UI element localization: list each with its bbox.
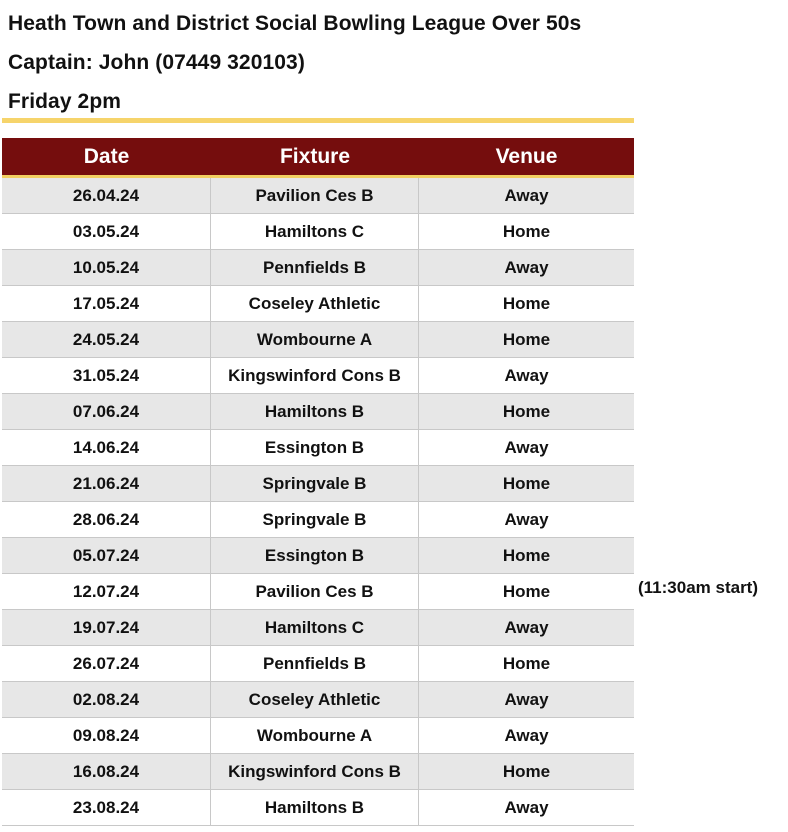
venue-cell: Home xyxy=(502,329,551,349)
fixture-cell: Pennfields B xyxy=(211,646,419,681)
fixture-cell: Hamiltons C xyxy=(211,214,419,249)
table-row xyxy=(2,754,634,790)
league-title: Heath Town and District Social Bowling League Over 50s xyxy=(8,12,582,35)
fixture-cell: Kingswinford Cons B xyxy=(211,358,419,393)
table-row xyxy=(2,682,634,718)
date-cell: 23.08.24 xyxy=(2,790,211,825)
date-cell: 12.07.24 xyxy=(2,574,211,609)
table-row xyxy=(2,430,634,466)
table-row xyxy=(2,214,634,250)
table-row xyxy=(2,646,634,682)
fixture-cell: Hamiltons B xyxy=(211,394,419,429)
table-row xyxy=(2,466,634,502)
venue-cell: Home xyxy=(502,761,551,781)
venue-cell: Home xyxy=(502,293,551,313)
date-cell: 26.04.24 xyxy=(2,178,211,213)
date-cell: 07.06.24 xyxy=(2,394,211,429)
fixture-cell: Coseley Athletic xyxy=(211,682,419,717)
venue-cell: Away xyxy=(504,437,549,457)
fixture-cell: Kingswinford Cons B xyxy=(211,754,419,789)
fixtures-table xyxy=(2,138,634,826)
table-row xyxy=(2,610,634,646)
fixture-cell: Hamiltons C xyxy=(211,610,419,645)
date-cell: 19.07.24 xyxy=(2,610,211,645)
fixture-cell: Essington B xyxy=(211,538,419,573)
date-cell: 14.06.24 xyxy=(2,430,211,465)
document-header xyxy=(8,4,648,121)
date-cell: 26.07.24 xyxy=(2,646,211,681)
venue-cell: Home xyxy=(502,473,551,493)
date-cell: 05.07.24 xyxy=(2,538,211,573)
date-cell: 21.06.24 xyxy=(2,466,211,501)
date-cell: 31.05.24 xyxy=(2,358,211,393)
captain-contact: Captain: John (07449 320103) xyxy=(8,51,305,74)
date-cell: 16.08.24 xyxy=(2,754,211,789)
venue-cell: Home xyxy=(502,545,551,565)
venue-cell: Away xyxy=(504,617,549,637)
date-cell: 03.05.24 xyxy=(2,214,211,249)
fixture-cell: Wombourne A xyxy=(211,718,419,753)
date-cell: 17.05.24 xyxy=(2,286,211,321)
table-row xyxy=(2,718,634,754)
venue-cell: Away xyxy=(504,689,549,709)
table-body xyxy=(2,178,634,826)
match-day-time: Friday 2pm xyxy=(8,90,122,113)
table-row xyxy=(2,286,634,322)
column-header-fixture: Fixture xyxy=(279,145,350,168)
fixture-cell: Pennfields B xyxy=(211,250,419,285)
fixture-cell: Essington B xyxy=(211,430,419,465)
fixture-cell: Pavilion Ces B xyxy=(211,178,419,213)
table-header xyxy=(2,138,634,178)
table-row xyxy=(2,178,634,214)
start-time-note: (11:30am start) xyxy=(638,578,759,597)
column-header-date: Date xyxy=(83,145,130,168)
date-cell: 28.06.24 xyxy=(2,502,211,537)
table-row xyxy=(2,790,634,826)
table-row xyxy=(2,394,634,430)
header-divider xyxy=(2,118,634,123)
date-cell: 02.08.24 xyxy=(2,682,211,717)
venue-cell: Away xyxy=(504,509,549,529)
table-row xyxy=(2,250,634,286)
venue-cell: Away xyxy=(504,797,549,817)
date-cell: 24.05.24 xyxy=(2,322,211,357)
venue-cell: Away xyxy=(504,257,549,277)
fixture-cell: Pavilion Ces B xyxy=(211,574,419,609)
venue-cell: Home xyxy=(502,221,551,241)
venue-cell: Home xyxy=(502,653,551,673)
column-header-venue: Venue xyxy=(495,145,558,168)
fixture-cell: Coseley Athletic xyxy=(211,286,419,321)
venue-cell: Away xyxy=(504,185,549,205)
table-row xyxy=(2,538,634,574)
venue-cell: Home xyxy=(502,581,551,601)
table-row xyxy=(2,502,634,538)
venue-cell: Away xyxy=(504,365,549,385)
fixture-cell: Springvale B xyxy=(211,502,419,537)
fixture-cell: Hamiltons B xyxy=(211,790,419,825)
date-cell: 10.05.24 xyxy=(2,250,211,285)
venue-cell: Home xyxy=(502,401,551,421)
venue-cell: Away xyxy=(504,725,549,745)
date-cell: 09.08.24 xyxy=(2,718,211,753)
fixture-cell: Wombourne A xyxy=(211,322,419,357)
table-row xyxy=(2,574,634,610)
table-row xyxy=(2,322,634,358)
table-row xyxy=(2,358,634,394)
fixture-cell: Springvale B xyxy=(211,466,419,501)
